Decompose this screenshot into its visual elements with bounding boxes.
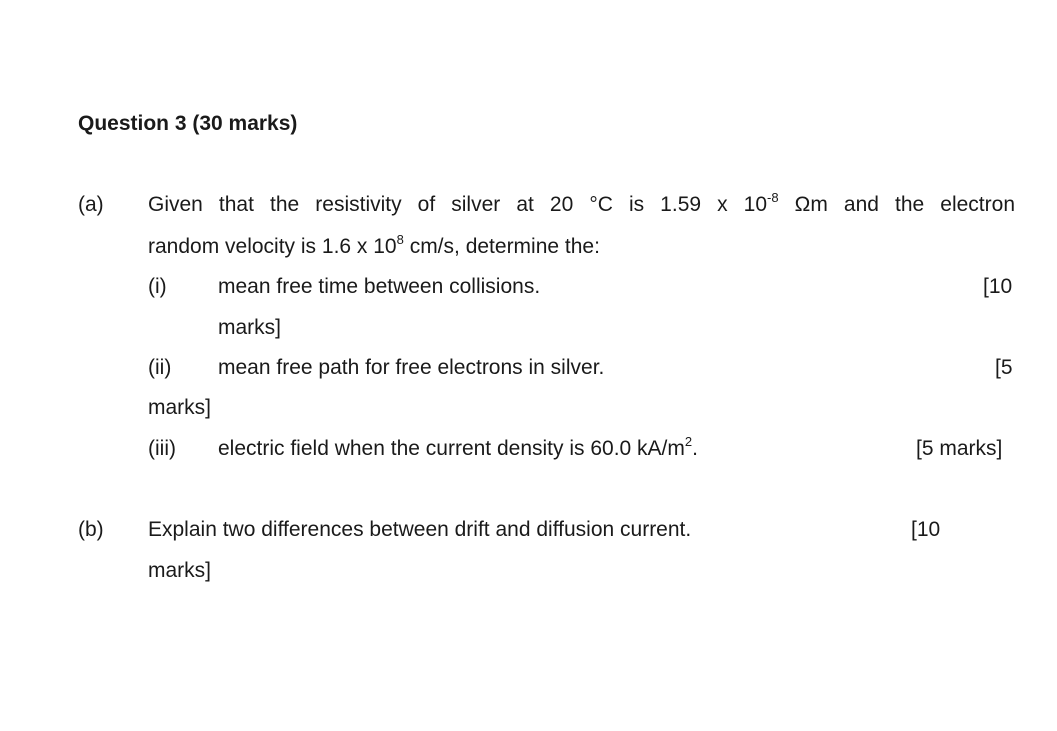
part-a-intro-line2-pre: random velocity is 1.6 x 10 bbox=[148, 235, 397, 258]
part-a-intro-line1-pre: Given that the resistivity of silver at 20 °C is 1.59 x 10 bbox=[148, 193, 768, 216]
item-i-marks: [10 bbox=[983, 275, 1013, 298]
part-a-intro-line2-exp: 8 bbox=[396, 232, 404, 247]
item-iii-marks: [5 marks] bbox=[916, 437, 1003, 460]
item-ii-label: (ii) bbox=[148, 356, 172, 379]
item-iii-text-exp: 2 bbox=[684, 434, 693, 449]
item-iii-text-pre: electric field when the current density is 60.0 kA/m bbox=[218, 437, 685, 460]
item-ii-marks-cont: marks] bbox=[148, 396, 211, 419]
part-a-intro-line1-exp: -8 bbox=[767, 190, 779, 205]
part-a-intro-line1 bbox=[148, 190, 1015, 217]
part-b-label: (b) bbox=[78, 518, 104, 541]
item-ii-text: mean free path for free electrons in silver. bbox=[218, 356, 605, 379]
part-a-label: (a) bbox=[78, 193, 104, 216]
part-b-text: Explain two differences between drift and diffusion current. bbox=[148, 518, 692, 541]
item-iii-label: (iii) bbox=[148, 437, 176, 460]
item-i-label: (i) bbox=[148, 275, 167, 298]
part-a-intro-line2-post: cm/s, determine the: bbox=[403, 235, 600, 258]
part-a-intro-line2 bbox=[148, 232, 600, 259]
part-a-intro-line1-post: Ωm and the electron bbox=[778, 193, 1015, 216]
question-title: Question 3 (30 marks) bbox=[78, 112, 298, 135]
item-i-marks-cont: marks] bbox=[218, 316, 281, 339]
item-i-text: mean free time between collisions. bbox=[218, 275, 541, 298]
item-iii-text-post: . bbox=[692, 437, 698, 460]
item-ii-marks: [5 bbox=[995, 356, 1013, 379]
part-b-marks: [10 bbox=[911, 518, 941, 541]
item-iii-text bbox=[218, 434, 698, 461]
part-b-marks-cont: marks] bbox=[148, 559, 211, 582]
